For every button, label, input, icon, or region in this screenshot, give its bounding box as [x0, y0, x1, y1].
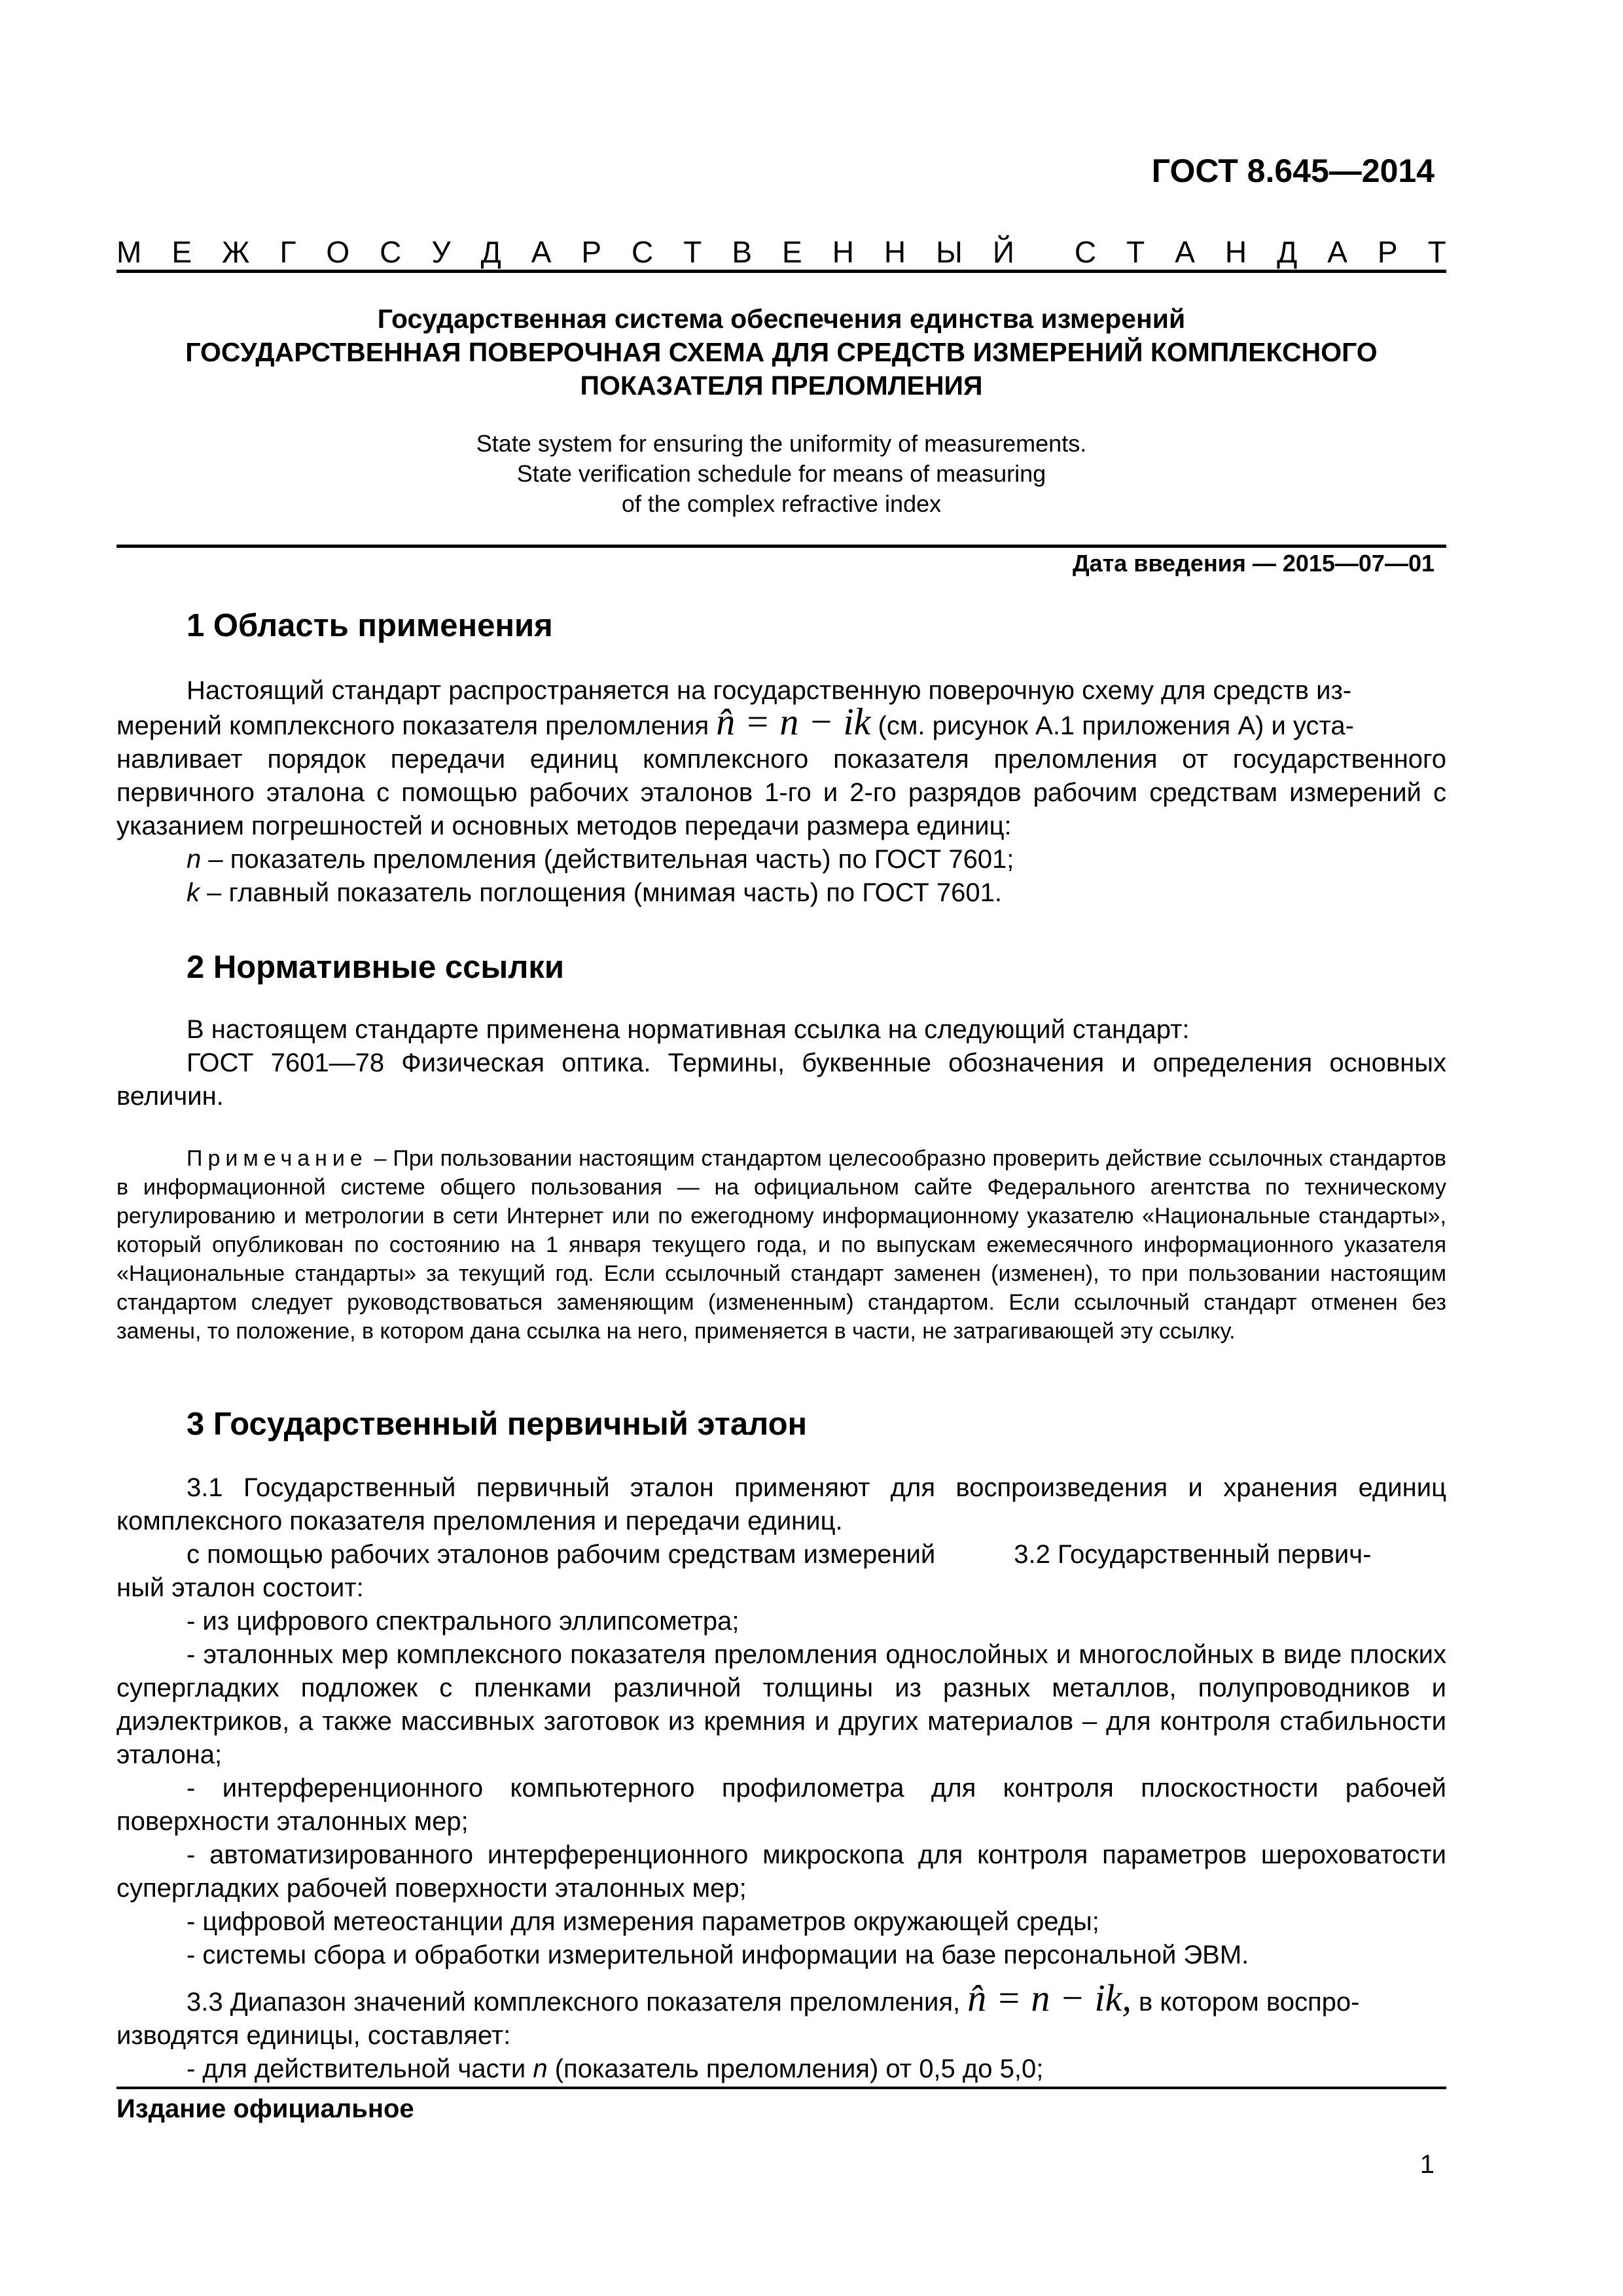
- symbol-n: n: [187, 845, 202, 874]
- s3-3-post: в котором воспро-: [1139, 1988, 1360, 2017]
- interstate-letter: А: [1175, 235, 1195, 269]
- s1-paragraph-line-2: [116, 700, 1446, 743]
- interstate-letter: Ы: [936, 235, 963, 269]
- note-label: Примечание: [187, 1146, 368, 1171]
- interstate-letter: С: [1074, 235, 1097, 269]
- section-3-heading: 3 Государственный первичный эталон: [187, 1407, 808, 1442]
- interstate-letter: Н: [1224, 235, 1247, 269]
- s3-paragraph-3-1: 3.1 Государственный первичный эталон применяют для воспроизведения и хранения единиц комплексного показателя преломления и передачи единиц.: [116, 1473, 1446, 1535]
- title-line-2: ГОСУДАРСТВЕННАЯ ПОВЕРОЧНАЯ СХЕМА ДЛЯ СРЕДСТВ ИЗМЕРЕНИЙ КОМПЛЕКСНОГО: [185, 337, 1378, 367]
- s2-paragraph-1: В настоящем стандарте применена нормативная ссылка на следующий стандарт:: [187, 1015, 1190, 1044]
- section-3-body: [116, 1471, 1446, 2086]
- s3-3-pre: 3.3 Диапазон значений комплексного показателя преломления,: [187, 1988, 961, 2017]
- s3-3-item-post: (показатель преломления) от 0,5 до 5,0;: [547, 2054, 1044, 2083]
- s1-text-pre: мерений комплексного показателя преломления: [116, 711, 709, 740]
- page-number: 1: [1419, 2150, 1435, 2179]
- introduction-date: Дата введения — 2015—07—01: [1072, 550, 1435, 577]
- interstate-letter: Д: [1277, 235, 1298, 269]
- s1-def-k: [116, 876, 1446, 910]
- section-1-body: [116, 674, 1446, 910]
- interstate-letter: С: [632, 235, 654, 269]
- footer-rule: [116, 2087, 1446, 2089]
- title-rule: [116, 545, 1446, 548]
- s3-3-item-pre: - для действительной части: [187, 2054, 533, 2083]
- interstate-letter: Е: [171, 235, 192, 269]
- list-item: - интерференционного компьютерного профилометра для контроля плоскостности рабочей поверхности эталонных мер;: [116, 1774, 1446, 1836]
- edition-label: Издание официальное: [116, 2094, 414, 2123]
- interstate-letter: Т: [683, 235, 702, 269]
- title-line-1: Государственная система обеспечения единства измерений: [377, 304, 1186, 334]
- interstate-letter: Ж: [221, 235, 250, 269]
- symbol-k: k: [187, 878, 200, 907]
- note-paragraph: [116, 1144, 1446, 1346]
- section-2-heading: 2 Нормативные ссылки: [187, 950, 564, 985]
- interstate-letter: В: [732, 235, 753, 269]
- interstate-standard-banner: [116, 234, 1446, 270]
- s3-2-left: с помощью рабочих эталонов рабочим средствам измерений: [187, 1540, 936, 1569]
- header-rule: [116, 270, 1446, 273]
- interstate-letter: Т: [1427, 235, 1446, 269]
- list-item: - из цифрового спектрального эллипсометра;: [187, 1607, 740, 1636]
- list-item: - системы сбора и обработки измерительной информации на базе персональной ЭВМ.: [187, 1941, 1249, 1969]
- interstate-letter: Г: [279, 235, 296, 269]
- note-text: – При пользовании настоящим стандартом целесообразно проверить действие ссылочных стандартов в информационной системе общего пользования — на официальном сайте Федерального агентства по техническому регулированию и метрологии в сети Интернет или по ежегодному информационному указателю «Национальные стандарты», который опубликован по состоянию на 1 января текущего года, и по выпускам ежемесячного информационного указателя «Национальные стандарты» за текущий год. Если ссылочный стандарт заменен (изменен), то при пользовании настоящим стандартом следует руководствоваться заменяющим (измененным) стандартом. Если ссылочный стандарт отменен без замены, то положение, в котором дана ссылка на него, применяется в части, не затрагивающей эту ссылку.: [116, 1146, 1446, 1344]
- document-code: ГОСТ 8.645—2014: [1151, 152, 1435, 189]
- section-2-note: [116, 1144, 1446, 1346]
- s2-paragraph-2: ГОСТ 7601—78 Физическая оптика. Термины, буквенные обозначения и определения основных величин.: [116, 1049, 1446, 1111]
- s1-def-n: [116, 843, 1446, 876]
- section-1-heading: 1 Область применения: [187, 608, 553, 643]
- interstate-letter: М: [116, 235, 142, 269]
- interstate-letter: Д: [480, 235, 501, 269]
- interstate-letter: А: [531, 235, 552, 269]
- list-item: - эталонных мер комплексного показателя преломления однослойных и многослойных в виде плоских супергладких подложек с пленками различной толщины из разных металлов, полупроводников и диэлектриков, а также массивных заготовок из кремния и других материалов – для контроля стабильности эталона;: [116, 1640, 1446, 1769]
- formula-complex-index: n̂ = n − ik: [716, 700, 871, 743]
- def-k-text: – главный показатель поглощения (мнимая часть) по ГОСТ 7601.: [200, 878, 1002, 907]
- title-en-line-1: State system for ensuring the uniformity of measurements.: [476, 430, 1087, 457]
- s3-2-right: 3.2 Государственный первич-: [1014, 1540, 1372, 1569]
- s3-3-cont: изводятся единицы, составляет:: [116, 2021, 511, 2050]
- s3-2-cont: ный эталон состоит:: [116, 1573, 364, 1602]
- formula-complex-index-2: n̂ = n − ik,: [967, 1977, 1132, 2019]
- symbol-n-2: n: [533, 2054, 548, 2083]
- s1-paragraph-line-1: Настоящий стандарт распространяется на государственную поверочную схему для средств из-: [187, 676, 1352, 705]
- section-2-body: [116, 1013, 1446, 1113]
- interstate-letter: Н: [832, 235, 854, 269]
- interstate-letter: А: [1327, 235, 1347, 269]
- interstate-letter: Т: [1126, 235, 1145, 269]
- interstate-letter: С: [380, 235, 402, 269]
- interstate-letter: Р: [581, 235, 602, 269]
- interstate-letter: Р: [1377, 235, 1398, 269]
- s3-3-item: [116, 2053, 1446, 2086]
- title-russian: [116, 302, 1446, 403]
- interstate-letter: Е: [782, 235, 802, 269]
- title-english: [116, 429, 1446, 519]
- title-en-line-3: of the complex refractive index: [621, 490, 942, 517]
- s3-paragraph-3-2: [116, 1538, 1446, 1571]
- s1-paragraph-rest: навливает порядок передачи единиц комплексного показателя преломления от государственного первичного эталона с помощью рабочих эталонов 1-го и 2-го разрядов рабочим средствам измерений с указанием погрешностей и основных методов передачи размера единиц:: [116, 745, 1446, 840]
- list-item: - цифровой метеостанции для измерения параметров окружающей среды;: [187, 1907, 1099, 1936]
- title-line-3: ПОКАЗАТЕЛЯ ПРЕЛОМЛЕНИЯ: [580, 370, 983, 401]
- title-en-line-2: State verification schedule for means of measuring: [516, 460, 1046, 487]
- interstate-letter: Й: [992, 235, 1014, 269]
- s3-paragraph-3-3: [116, 1977, 1446, 2019]
- list-item: - автоматизированного интерференционного микроскопа для контроля параметров шероховатости супергладких рабочей поверхности эталонных мер;: [116, 1840, 1446, 1903]
- interstate-letter: Н: [883, 235, 906, 269]
- interstate-letter: О: [326, 235, 350, 269]
- def-n-text: – показатель преломления (действительная часть) по ГОСТ 7601;: [201, 845, 1014, 874]
- interstate-letter: У: [431, 235, 451, 269]
- s1-text-post: (см. рисунок А.1 приложения А) и уста-: [878, 711, 1354, 740]
